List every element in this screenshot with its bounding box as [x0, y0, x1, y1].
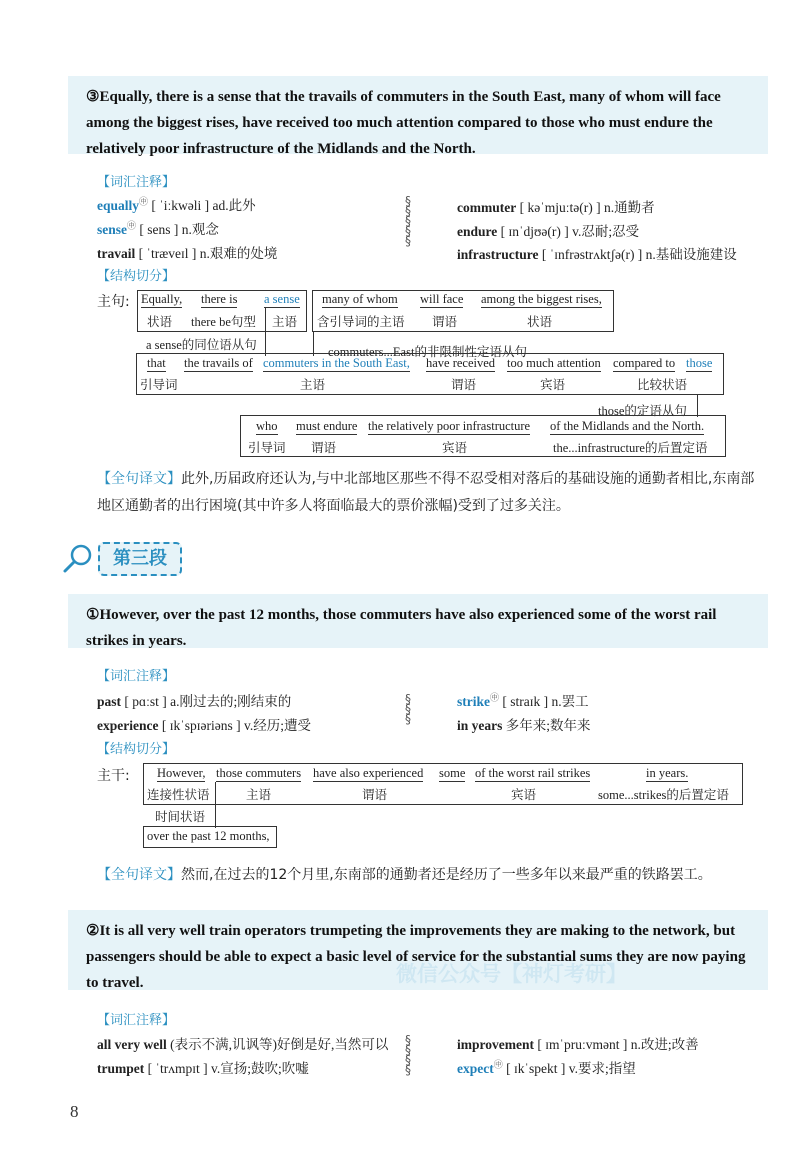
structure-label: 【结构切分】 [97, 742, 176, 757]
vocab-item: sense㊥ [ sens ] n.观念 [97, 220, 219, 237]
diagram-word: have also experienced [313, 766, 424, 780]
diagram-role: the...infrastructure的后置定语 [553, 441, 708, 455]
diagram-word: many of whom [322, 292, 398, 306]
diagram-word: will face [420, 292, 464, 306]
vocab-item: strike㊥ [ straɪk ] n.罢工 [457, 692, 589, 709]
full-translation: 【全句译文】此外,历届政府还认为,与中北部地区那些不得不忍受相对落后的基础设施的通勤者相比,东南部地区通勤者的出行困境(其中许多人将面临最大的票价涨幅)受到了过多关注。 [97, 471, 755, 514]
diagram-role: 含引导词的主语 [317, 315, 405, 329]
diagram-word: commuters in the South East, [263, 356, 410, 370]
vocab-item: all very well (表示不满,讥讽等)好倒是好,当然可以 [97, 1037, 389, 1052]
diagram-word: there is [201, 292, 238, 306]
vocab-label: 【词汇注释】 [97, 175, 176, 190]
vocab-label: 【词汇注释】 [97, 669, 176, 684]
vocab-item: past [ pɑːst ] a.刚过去的;刚结束的 [97, 694, 292, 709]
structure-label: 【结构切分】 [97, 269, 176, 284]
diagram-word: in years. [646, 766, 689, 780]
vocab-item: travail [ ˈtræveɪl ] n.艰难的处境 [97, 246, 278, 261]
vocab-label: 【词汇注释】 [97, 1013, 176, 1028]
diagram-word: some [439, 766, 466, 780]
vocab-item: trumpet [ ˈtrʌmpɪt ] v.宣扬;鼓吹;吹嘘 [97, 1061, 309, 1076]
magnifier-icon [62, 542, 94, 578]
vocab-item: endure [ ɪnˈdjʊə(r) ] v.忍耐;忍受 [457, 224, 640, 239]
diagram-role: 比较状语 [637, 378, 688, 392]
diagram-role: 宾语 [540, 378, 566, 392]
diagram-role: 谓语 [451, 378, 477, 392]
vocab-item: infrastructure [ ˈɪnfrəstrʌktʃə(r) ] n.基础设施建设 [457, 247, 737, 262]
diagram-role: some...strikes的后置定语 [598, 788, 729, 802]
divider-swirl: § § § [405, 692, 411, 726]
diagram-role: 宾语 [511, 788, 537, 802]
diagram-word: must endure [296, 419, 358, 433]
diagram-role: 宾语 [442, 441, 468, 455]
diagram-role: 主语 [300, 378, 326, 392]
sentence-3-box [68, 76, 768, 157]
diagram-word: those [686, 356, 713, 370]
diagram-role: 状语 [147, 315, 173, 329]
main-clause-label: 主干: [97, 768, 130, 784]
diagram-role: 主语 [272, 315, 298, 329]
diagram-word: the relatively poor infrastructure [368, 419, 531, 433]
page-number: 8 [70, 1102, 79, 1121]
diagram-word: a sense [264, 292, 300, 306]
diagram-word: Equally, [141, 292, 183, 306]
diagram-role: 谓语 [362, 788, 388, 802]
diagram-word: the travails of [184, 356, 253, 370]
clause-note: 时间状语 [155, 810, 206, 824]
arrow-line [215, 782, 216, 828]
full-translation: 【全句译文】然而,在过去的12个月里,东南部的通勤者还是经历了一些多年以来最严重的铁路罢工。 [97, 867, 712, 883]
diagram-word: who [256, 419, 278, 433]
sentence-1-text: ①However, over the past 12 months, those commuters have also experienced some of the worst rail strikes in years. [86, 607, 717, 649]
diagram-word: have received [426, 356, 496, 370]
vocab-item: in years 多年来;数年来 [457, 718, 591, 733]
diagram-word: compared to [613, 356, 676, 370]
vocab-item: experience [ ɪkˈspɪəriəns ] v.经历;遭受 [97, 718, 311, 733]
arrow-line [697, 395, 698, 417]
diagram-role: 状语 [527, 315, 553, 329]
diagram-word: of the worst rail strikes [475, 766, 591, 780]
sentence-1-box [68, 594, 768, 648]
sentence-2-text: ②It is all very well train operators trumpeting the improvements they are making to the network, but passengers should be able to expect a basic level of service for the substantial sums they are now paying to travel. [86, 923, 746, 991]
diagram-role: 引导词 [140, 378, 178, 392]
diagram-word: over the past 12 months, [147, 829, 270, 843]
diagram-role: 谓语 [311, 441, 337, 455]
sentence-3-text: ③Equally, there is a sense that the travails of commuters in the South East, many of whom will face among the biggest rises, have received too much attention compared to those who must endure the relatively poor infrastructure of the Midlands and the North. [86, 89, 721, 157]
arrow-line [265, 308, 266, 356]
clause-note: commuters...East的非限制性定语从句 [328, 345, 527, 359]
main-clause-label: 主句: [97, 294, 130, 310]
clause-note: a sense的同位语从句 [146, 338, 257, 352]
vocab-item: commuter [ kəˈmjuːtə(r) ] n.通勤者 [457, 200, 655, 215]
vocab-item: improvement [ ɪmˈpruːvmənt ] n.改进;改善 [457, 1037, 699, 1052]
diagram-role: there be句型 [191, 315, 256, 329]
diagram-role: 连接性状语 [147, 788, 210, 802]
diagram-word: among the biggest rises, [481, 292, 602, 306]
diagram-word: However, [157, 766, 206, 780]
diagram-word: those commuters [216, 766, 302, 780]
watermark: 微信公众号【神灯考研】 [396, 962, 627, 986]
vocab-item: expect㊥ [ ɪkˈspekt ] v.要求;指望 [457, 1059, 636, 1076]
divider-swirl: § § § § § [405, 194, 411, 248]
diagram-word: that [147, 356, 166, 370]
section-title: 第三段 [98, 542, 182, 576]
diagram-role: 主语 [246, 788, 272, 802]
diagram-role: 谓语 [432, 315, 458, 329]
divider-swirl: § § § § [405, 1033, 411, 1077]
diagram-role: 引导词 [248, 441, 286, 455]
vocab-item: equally㊥ [ ˈiːkwəli ] ad.此外 [97, 196, 256, 213]
clause-note: those的定语从句 [598, 404, 687, 418]
diagram-word: of the Midlands and the North. [550, 419, 705, 433]
diagram-word: too much attention [507, 356, 601, 370]
